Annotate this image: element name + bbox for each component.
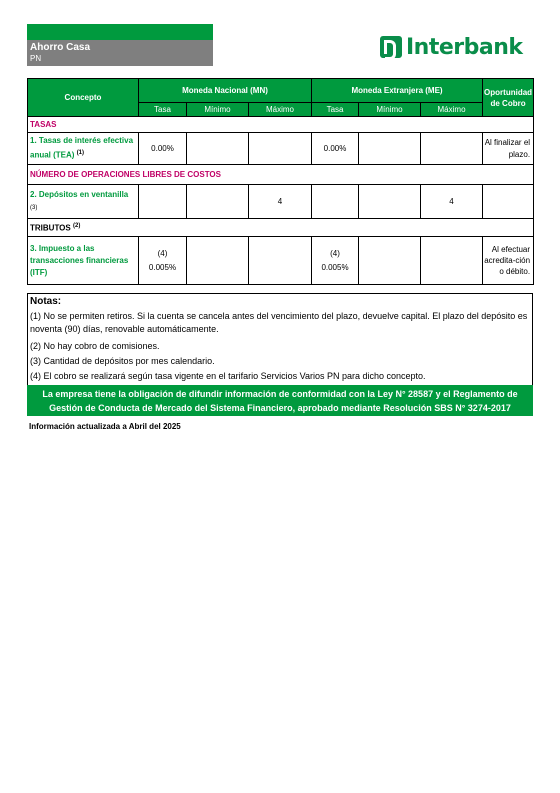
mn-max-header: Máximo [249, 103, 312, 117]
row-deposits-label: 2. Depósitos en ventanilla (3) [28, 185, 139, 219]
itf-mn-min [187, 237, 249, 285]
note-1: (1) No se permiten retiros. Si la cuenta se cancela antes del vencimiento del plazo, devuelve capital. El plazo del depósito es noventa (90) días, renovable automáticamente. [30, 311, 528, 334]
deposits-mn-max: 4 [249, 185, 312, 219]
logo-icon [380, 36, 402, 58]
notes-title: Notas: [30, 296, 62, 307]
tea-mn-rate: 0.00% [139, 133, 187, 165]
mn-header: Moneda Nacional (MN) [139, 79, 312, 103]
tea-opportunity: Al finalizar el plazo. [483, 133, 534, 165]
me-max-header: Máximo [421, 103, 483, 117]
deposits-mn-min [187, 185, 249, 219]
tea-me-rate: 0.00% [312, 133, 359, 165]
row-tea-label: 1. Tasas de interés efectiva anual (TEA) $^{(1)}$ [28, 133, 139, 165]
tea-me-min [359, 133, 421, 165]
section-rates: TASAS [28, 117, 534, 133]
itf-mn-max [249, 237, 312, 285]
itf-me-rate: (4) 0.005% [312, 237, 359, 285]
notes-box [27, 293, 533, 386]
mn-min-header: Mínimo [187, 103, 249, 117]
me-header: Moneda Extranjera (ME) [312, 79, 483, 103]
section-free-ops: NÚMERO DE OPERACIONES LIBRES DE COSTOS [28, 165, 534, 185]
note-3: (3) Cantidad de depósitos por mes calendario. [30, 356, 215, 366]
product-segment: PN [30, 54, 42, 63]
tea-me-max [421, 133, 483, 165]
fees-table [27, 78, 534, 285]
note-4: (4) El cobro se realizará según tasa vigente en el tarifario Servicios Varios PN para dicho concepto. [30, 371, 426, 381]
itf-me-max [421, 237, 483, 285]
product-header [27, 40, 213, 66]
opportunity-header: Oportunidad de Cobro [483, 79, 534, 117]
deposits-opportunity [483, 185, 534, 219]
tea-mn-max [249, 133, 312, 165]
me-min-header: Mínimo [359, 103, 421, 117]
brand-logo [380, 35, 523, 59]
itf-me-min [359, 237, 421, 285]
concept-header: Concepto [28, 79, 139, 117]
itf-mn-rate: (4) 0.005% [139, 237, 187, 285]
product-name: Ahorro Casa [30, 42, 91, 53]
deposits-mn-rate [139, 185, 187, 219]
legal-disclaimer: La empresa tiene la obligación de difundir información de conformidad con la Ley N° 28587 y el Reglamento de Gestión de Conducta de Mercado del Sistema Financiero, aprobado mediante Resolución SBS N° 3274-2017 [27, 385, 533, 416]
update-date: Información actualizada a Abril del 2025 [29, 422, 181, 431]
mn-rate-header: Tasa [139, 103, 187, 117]
brand-name: Interbank [406, 34, 523, 60]
section-taxes: TRIBUTOS $^{(2)}$ [28, 219, 534, 237]
deposits-me-min [359, 185, 421, 219]
header-accent-bar [27, 24, 213, 40]
row-itf-label: 3. Impuesto a las transacciones financieras (ITF) [28, 237, 139, 285]
tea-mn-min [187, 133, 249, 165]
me-rate-header: Tasa [312, 103, 359, 117]
deposits-me-max: 4 [421, 185, 483, 219]
note-2: (2) No hay cobro de comisiones. [30, 341, 160, 351]
itf-opportunity: Al efectuar acredita-ción o débito. [483, 237, 534, 285]
deposits-me-rate [312, 185, 359, 219]
